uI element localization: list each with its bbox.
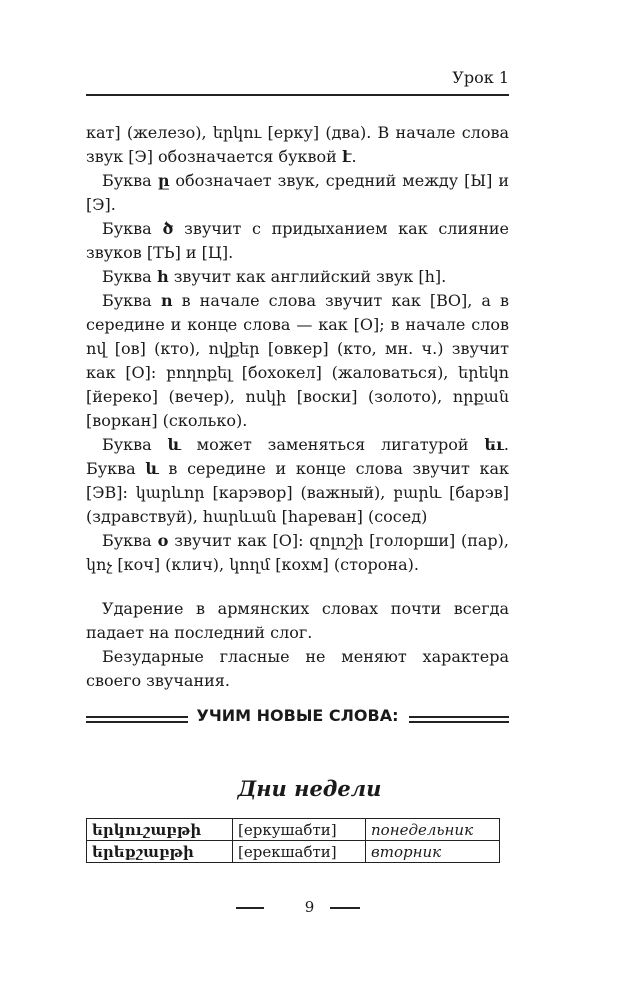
- section-title: УЧИМ НОВЫЕ СЛОВА:: [188, 706, 406, 725]
- vocabulary-table: [86, 818, 500, 863]
- paragraph-5: Буква ո в начале слова звучит как [ВО], а в середине и конце слова — как [О]; в начале слов ով [ов] (кто), ովքեր [овкер] (кто, мн. ч.) звучит как [О]: բողոքել [бохокел] (жаловаться), երեկո [йереко] (вечер), ոսկի [воски] (золото), որքան [воркан] (сколько).: [86, 291, 509, 430]
- table-row: [87, 819, 500, 841]
- paragraph-9: Безударные гласные не меняют характера своего звучания.: [86, 647, 509, 690]
- translation: вторник: [366, 841, 500, 863]
- paragraph-1: кат] (железо), երկու [ерку] (два). В начале слова звук [Э] обозначается буквой է.: [86, 123, 509, 166]
- paragraph-7: Буква օ звучит как [О]: զոլոշի [голорши] (пар), կոչ [коч] (клич), կողմ [кохм] (сторона).: [86, 531, 509, 574]
- translation: понедельник: [366, 819, 500, 841]
- paragraph-3: Буква ծ звучит с придыханием как слияние звуков [ТЬ] и [Ц].: [86, 219, 510, 262]
- table-row: [87, 841, 500, 863]
- body-text: [86, 121, 509, 577]
- lesson-title: Урок 1: [452, 68, 509, 87]
- armenian-word: երկուշաբթի: [87, 819, 233, 841]
- paragraph-2: Буква ը обозначает звук, средний между [Ы] и [Э].: [86, 171, 509, 214]
- vocabulary-subtitle: Дни недели: [237, 776, 382, 801]
- page-header: [86, 68, 509, 96]
- stress-text: [86, 597, 509, 693]
- footer-rule-right: [330, 907, 360, 909]
- page-footer: [0, 898, 619, 918]
- paragraph-4: Буква հ звучит как английский звук [h].: [102, 267, 447, 286]
- page-number: 9: [304, 898, 315, 916]
- paragraph-6: Буква և может заменяться лигатурой եւ. Буква և в середине и конце слова звучит как [ЭВ]: կարևոր [карэвор] (важный), բարև [барэв] (здравствуй), հարևան [hареван] (сосед): [86, 435, 509, 526]
- armenian-word: երեքշաբթի: [87, 841, 233, 863]
- transcription: [ерекшабти]: [233, 841, 366, 863]
- paragraph-8: Ударение в армянских словах почти всегда падает на последний слог.: [86, 599, 509, 642]
- section-header: [86, 706, 509, 736]
- transcription: [еркушабти]: [233, 819, 366, 841]
